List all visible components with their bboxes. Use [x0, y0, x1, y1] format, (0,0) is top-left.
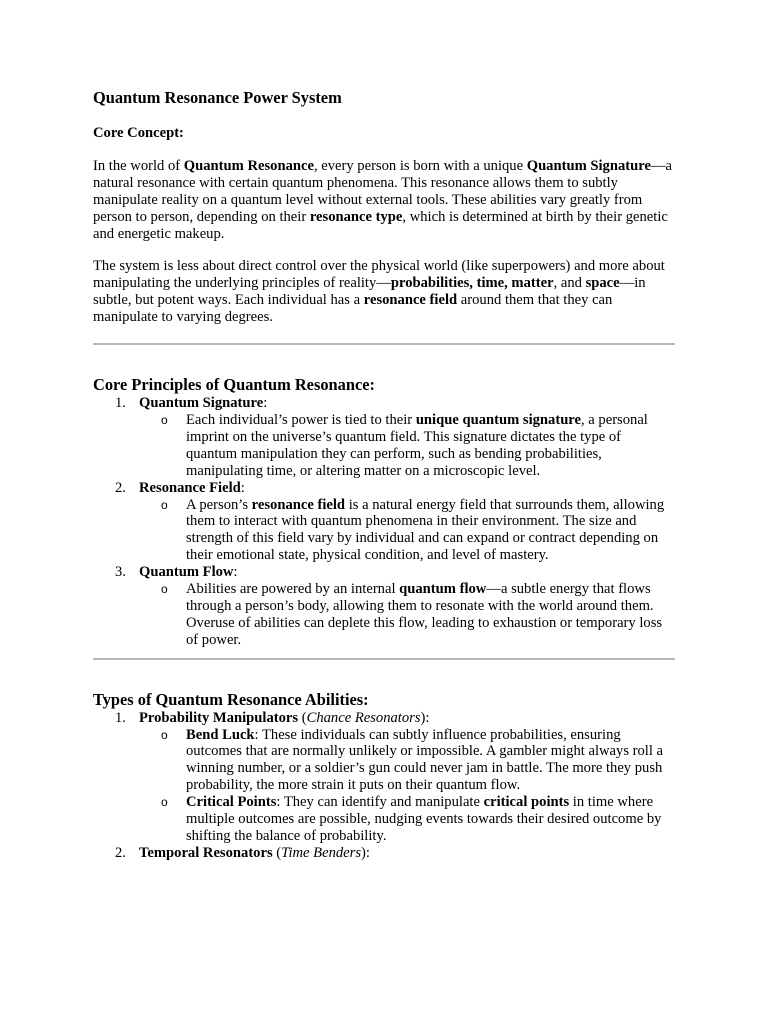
text-run: ):: [420, 709, 430, 726]
list-item-heading: [139, 845, 675, 862]
sub-list-item: [139, 581, 675, 649]
list-item: [93, 480, 675, 565]
page-title: Quantum Resonance Power System: [93, 88, 342, 107]
list-number: 2.: [115, 479, 126, 496]
section-heading-ability-types: Types of Quantum Resonance Abilities:: [93, 689, 369, 709]
bold-text: unique quantum signature: [415, 411, 581, 428]
list-number: 1.: [115, 709, 126, 726]
bold-text: resonance field: [251, 496, 346, 513]
sub-list-item: [139, 412, 675, 480]
bold-text: Quantum Resonance: [183, 157, 314, 174]
intro-paragraph-2: [93, 258, 675, 326]
bold-text: Bend Luck: [186, 726, 255, 743]
text-run: (: [298, 709, 307, 726]
bold-text: probabilities, time, matter: [390, 275, 554, 292]
text-run: Abilities are powered by an internal: [186, 581, 400, 598]
text-run: ):: [361, 844, 370, 861]
sub-list-item: [139, 497, 675, 565]
list-item-heading: [139, 395, 675, 412]
sub-list: [139, 412, 675, 480]
bold-text: Probability Manipulators: [139, 709, 299, 726]
text-run: in time where multiple outcomes are possible, nudging events towards their desired outcome by shifting the balance of probability.: [186, 794, 662, 844]
text-run: around them that they can manipulate to varying degrees.: [93, 292, 613, 326]
section-heading-core-principles: Core Principles of Quantum Resonance:: [93, 375, 375, 395]
text-run: is a natural energy field that surrounds them, allowing them to interact with quantum phenomena in their environment. The size and strength of this field vary by individual and can expand or contract depending on their emotional state, physical condition, and level of mastery.: [186, 496, 665, 564]
core-concept-label: Core Concept:: [93, 125, 184, 141]
bold-text: resonance type: [309, 208, 403, 225]
sub-list-item: [139, 727, 675, 795]
list-item-heading: [139, 564, 675, 581]
text-run: : These individuals can subtly influence probabilities, ensuring outcomes that are normally unlikely or impossible. A gambler might always roll a winning number, or a soldier’s gun could never jam in battle. The more they push probability, the more strain it puts on their quantum flow.: [186, 726, 664, 794]
list-item-heading: [139, 480, 675, 497]
list-item: [93, 710, 675, 845]
list-number: 2.: [115, 844, 126, 861]
text-run: :: [240, 479, 245, 496]
ability-types-list: [93, 710, 675, 862]
sub-list: [139, 727, 675, 845]
text-run: , every person is born with a unique: [313, 157, 527, 174]
bold-text: Quantum Signature: [526, 157, 651, 174]
list-item-heading: [139, 710, 675, 727]
text-run: —a subtle energy that flows through a person’s body, allowing them to resonate with the world around them. Overuse of abilities can deplete this flow, leading to exhaustion or temporary loss of power.: [186, 581, 663, 648]
bullet-icon: o: [161, 412, 168, 427]
list-number: 1.: [115, 395, 126, 412]
text-run: , a personal imprint on the universe’s quantum field. This signature dictates the type of quantum manipulation they can perform, such as bending probabilities, manipulating time, or altering matter on a microscopic level.: [186, 411, 648, 479]
text-run: (: [272, 844, 282, 861]
bullet-icon: o: [161, 727, 168, 742]
sub-list: [139, 581, 675, 649]
text-run: :: [263, 395, 268, 412]
italic-text: Time Benders: [281, 844, 362, 861]
intro-paragraph-1: [93, 158, 675, 243]
bold-text: Critical Points: [186, 794, 277, 811]
text-run: —a natural resonance with certain quantum phenomena. This resonance allows them to subtly manipulate reality on a quantum level without external tools. These abilities vary greatly from person to person, depending on their: [93, 157, 673, 225]
list-number: 3.: [115, 564, 126, 581]
text-run: A person’s: [186, 496, 252, 513]
text-run: In the world of: [93, 157, 184, 174]
text-run: :: [233, 564, 238, 581]
bullet-icon: o: [161, 582, 168, 597]
bold-text: Quantum Flow: [139, 564, 234, 581]
bold-text: Temporal Resonators: [139, 844, 273, 861]
bullet-icon: o: [161, 497, 168, 512]
text-run: , which is determined at birth by their genetic and energetic makeup.: [93, 208, 668, 242]
document-body: [93, 88, 675, 862]
bold-text: Resonance Field: [139, 479, 241, 496]
core-principles-list: [93, 395, 675, 649]
italic-text: Chance Resonators: [306, 709, 421, 726]
text-run: Each individual’s power is tied to their: [186, 411, 416, 428]
horizontal-rule: [93, 658, 675, 660]
horizontal-rule: [93, 343, 675, 345]
bold-text: critical points: [483, 794, 570, 811]
text-run: : They can identify and manipulate: [276, 794, 484, 811]
bold-text: quantum flow: [399, 581, 487, 598]
list-item: [93, 395, 675, 480]
list-item: [93, 845, 675, 862]
text-run: —in subtle, but potent ways. Each individual has a: [93, 275, 646, 309]
sub-list: [139, 497, 675, 565]
bold-text: Quantum Signature: [139, 395, 264, 412]
bold-text: space: [585, 275, 620, 292]
text-run: The system is less about direct control over the physical world (like superpowers) and more about manipulating the underlying principles of reality—: [93, 258, 665, 292]
text-run: , and: [553, 275, 586, 292]
sub-list-item: [139, 794, 675, 845]
list-item: [93, 564, 675, 649]
bold-text: resonance field: [363, 292, 458, 309]
bullet-icon: o: [161, 795, 168, 810]
